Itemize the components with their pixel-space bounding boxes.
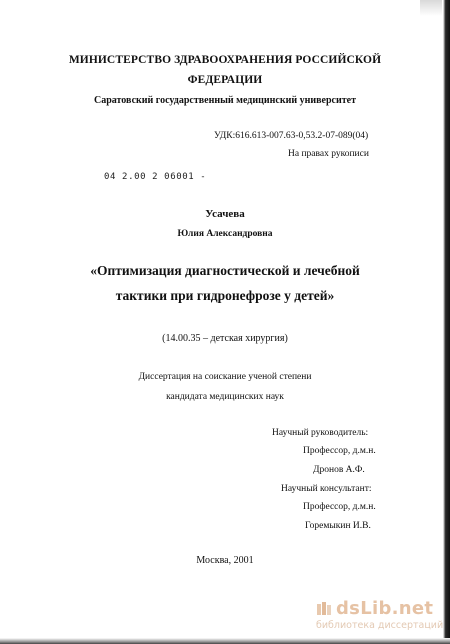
registration-stamp: 04 2.00 2 06001 -: [104, 172, 207, 182]
watermark: [316, 598, 444, 640]
watermark-subtitle: библиотека диссертаций: [316, 620, 444, 631]
specialty-code: (14.00.35 – детская хирургия): [162, 333, 288, 344]
supervisor-heading: Научный руководитель:: [272, 428, 369, 438]
consultant-name: Горемыкин И.В.: [305, 521, 371, 531]
consultant-heading: Научный консультант:: [281, 484, 372, 494]
watermark-logo: dsLib.net: [336, 598, 434, 619]
city-year: Москва, 2001: [196, 555, 254, 566]
degree-line-1: Диссертация на соискание ученой степени: [138, 372, 312, 382]
supervisor-name: Дронов А.Ф.: [313, 465, 365, 475]
author-first-names: Юлия Александровна: [177, 229, 273, 239]
udc-code: УДК:616.613-007.63-0,53.2-07-089(04): [214, 131, 369, 141]
consultant-title: Профессор, д.м.н.: [303, 502, 376, 512]
manuscript-rights: На правах рукописи: [288, 149, 369, 159]
ministry-line-2: ФЕДЕРАЦИИ: [187, 74, 263, 86]
supervisor-title: Профессор, д.м.н.: [303, 446, 376, 456]
scan-shadow-top: [420, 0, 442, 16]
dissertation-title-line-2: тактики при гидронефрозе у детей»: [115, 288, 335, 303]
dissertation-title-line-1: «Оптимизация диагностической и лечебной: [90, 263, 360, 278]
author-last-name: Усачева: [205, 208, 245, 220]
degree-line-2: кандидата медицинских наук: [166, 392, 284, 402]
ministry-line-1: МИНИСТЕРСТВО ЗДРАВООХРАНЕНИЯ РОССИЙСКОЙ: [68, 54, 382, 66]
book-stack-icon: [316, 602, 332, 616]
university-name: Саратовский государственный медицинский университет: [93, 95, 356, 106]
